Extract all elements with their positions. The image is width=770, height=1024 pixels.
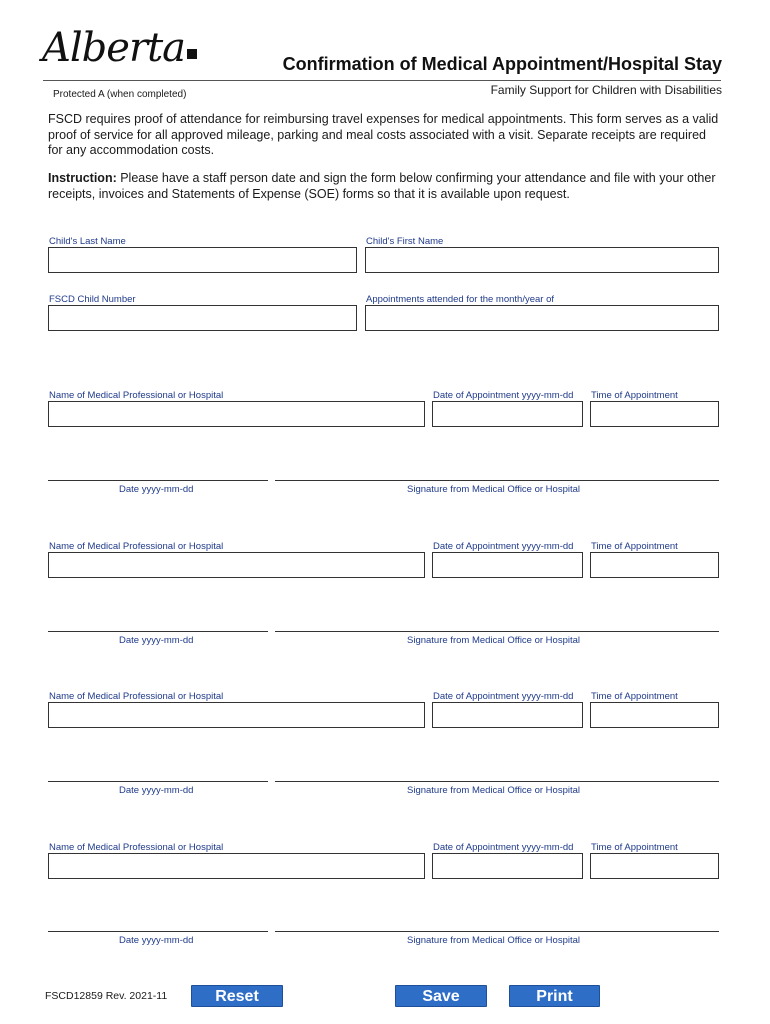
- fscd-child-number-label: FSCD Child Number: [49, 294, 136, 305]
- appointment-1-sign-date-caption: Date yyyy-mm-dd: [119, 484, 194, 495]
- appointment-2-time-input[interactable]: [590, 552, 719, 578]
- appointment-3-sign-date-line[interactable]: [48, 781, 268, 782]
- instruction-text: Please have a staff person date and sign the form below confirming your attendance and file with your other receipts, invoices and Statements of Expense (SOE) forms so that it is available upon request.: [48, 171, 716, 201]
- appointment-3-signature-line[interactable]: [275, 781, 719, 782]
- appointment-3-signature-caption: Signature from Medical Office or Hospital: [407, 785, 581, 796]
- save-button[interactable]: Save: [395, 985, 487, 1007]
- logo-text: Alberta: [42, 25, 185, 71]
- protected-notice: Protected A (when completed): [53, 89, 187, 100]
- appointment-4-name-label: Name of Medical Professional or Hospital: [49, 842, 224, 853]
- appointment-4-name-input[interactable]: [48, 853, 425, 879]
- appointment-3-time-label: Time of Appointment: [591, 691, 678, 702]
- child-last-name-input[interactable]: [48, 247, 357, 273]
- appointment-3-time-input[interactable]: [590, 702, 719, 728]
- month-year-input[interactable]: [365, 305, 719, 331]
- appointment-4-signature-caption: Signature from Medical Office or Hospital: [407, 935, 581, 946]
- appointment-1-sign-date-line[interactable]: [48, 480, 268, 481]
- appointment-1-date-input[interactable]: [432, 401, 583, 427]
- appointment-2-signature-line[interactable]: [275, 631, 719, 632]
- alberta-logo: [42, 25, 197, 71]
- appointment-3-sign-date-caption: Date yyyy-mm-dd: [119, 785, 194, 796]
- appointment-4-time-label: Time of Appointment: [591, 842, 678, 853]
- appointment-1-signature-caption: Signature from Medical Office or Hospital: [407, 484, 581, 495]
- appointment-3-name-label: Name of Medical Professional or Hospital: [49, 691, 224, 702]
- instruction-paragraph: [48, 171, 724, 202]
- intro-paragraph: FSCD requires proof of attendance for reimbursing travel expenses for medical appointments. This form serves as a valid proof of service for all approved mileage, parking and meal costs associated with a visit. Separate receipts are required for any accommodation costs.: [48, 112, 719, 157]
- form-title: Confirmation of Medical Appointment/Hospital Stay: [282, 54, 722, 74]
- child-last-name-label: Child's Last Name: [49, 236, 126, 247]
- child-first-name-label: Child's First Name: [366, 236, 444, 247]
- appointment-1-signature-line[interactable]: [275, 480, 719, 481]
- month-year-label: Appointments attended for the month/year of: [366, 294, 555, 305]
- print-button[interactable]: Print: [509, 985, 600, 1007]
- appointment-1-time-label: Time of Appointment: [591, 390, 678, 401]
- appointment-3-name-input[interactable]: [48, 702, 425, 728]
- reset-button[interactable]: Reset: [191, 985, 283, 1007]
- appointment-4-date-input[interactable]: [432, 853, 583, 879]
- appointment-3-date-label: Date of Appointment yyyy-mm-dd: [433, 691, 574, 702]
- appointment-4-sign-date-caption: Date yyyy-mm-dd: [119, 935, 194, 946]
- fscd-child-number-input[interactable]: [48, 305, 357, 331]
- header-divider: [43, 80, 721, 81]
- appointment-2-date-label: Date of Appointment yyyy-mm-dd: [433, 541, 574, 552]
- form-number: FSCD12859 Rev. 2021-11: [45, 990, 168, 1002]
- appointment-2-time-label: Time of Appointment: [591, 541, 678, 552]
- appointment-2-sign-date-line[interactable]: [48, 631, 268, 632]
- appointment-4-signature-line[interactable]: [275, 931, 719, 932]
- appointment-1-name-label: Name of Medical Professional or Hospital: [49, 390, 224, 401]
- appointment-1-name-input[interactable]: [48, 401, 425, 427]
- child-first-name-input[interactable]: [365, 247, 719, 273]
- appointment-2-signature-caption: Signature from Medical Office or Hospital: [407, 635, 581, 646]
- form-subtitle: Family Support for Children with Disabilities: [490, 83, 722, 97]
- appointment-2-name-input[interactable]: [48, 552, 425, 578]
- appointment-3-date-input[interactable]: [432, 702, 583, 728]
- appointment-1-time-input[interactable]: [590, 401, 719, 427]
- appointment-1-date-label: Date of Appointment yyyy-mm-dd: [433, 390, 574, 401]
- appointment-2-name-label: Name of Medical Professional or Hospital: [49, 541, 224, 552]
- appointment-4-time-input[interactable]: [590, 853, 719, 879]
- appointment-4-date-label: Date of Appointment yyyy-mm-dd: [433, 842, 574, 853]
- instruction-label: Instruction:: [48, 171, 117, 185]
- appointment-2-sign-date-caption: Date yyyy-mm-dd: [119, 635, 194, 646]
- logo-mark-icon: [187, 49, 197, 59]
- appointment-2-date-input[interactable]: [432, 552, 583, 578]
- appointment-4-sign-date-line[interactable]: [48, 931, 268, 932]
